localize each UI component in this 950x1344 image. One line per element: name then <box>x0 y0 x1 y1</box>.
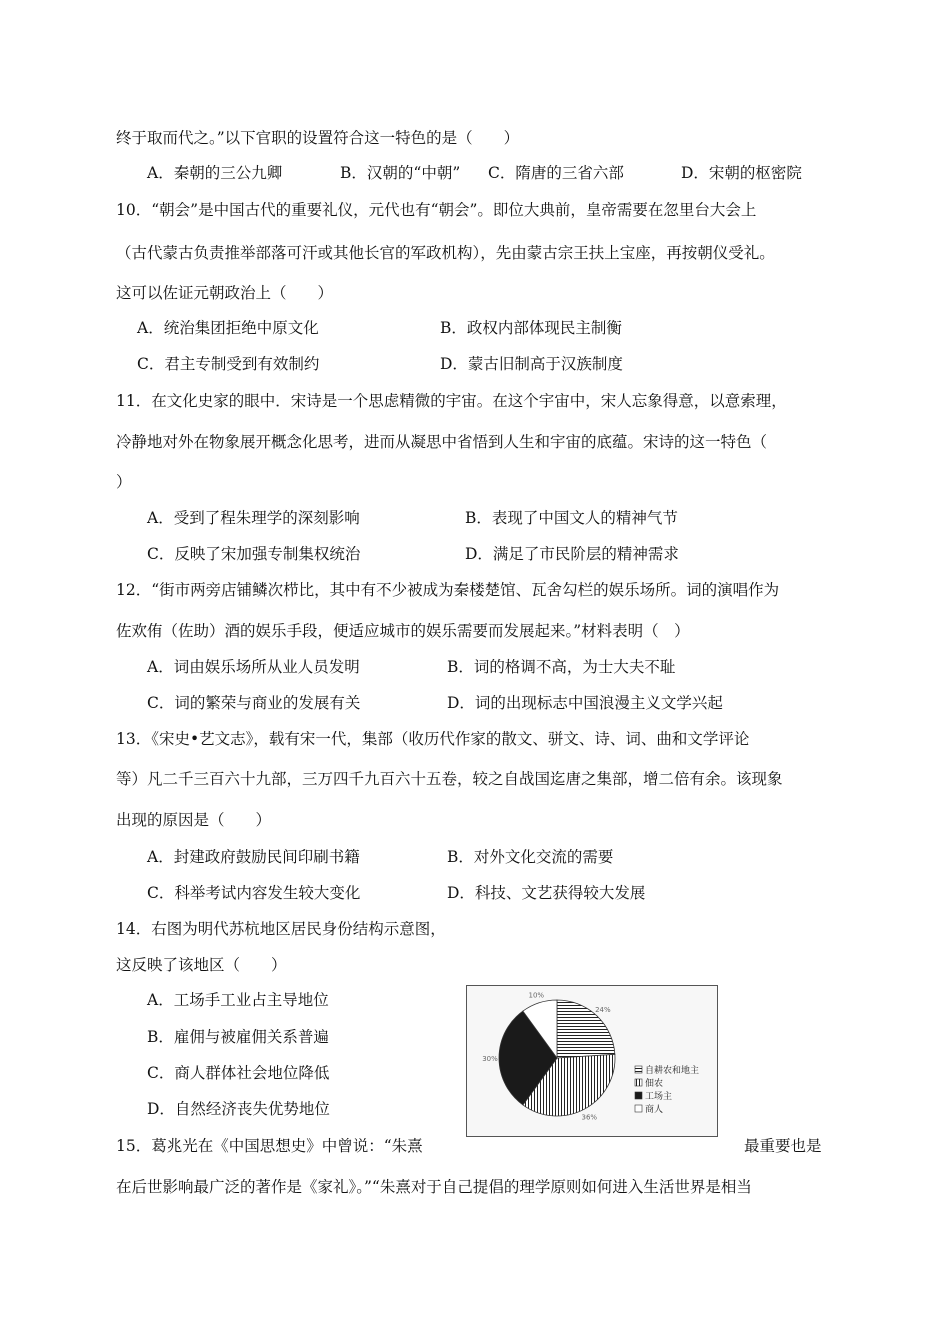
q15-stem-1a: 15．葛兆光在《中国思想史》中曾说：“朱熹 <box>116 1137 423 1155</box>
q10-stem-2: （古代蒙古负责推举部落可汗或其他长官的军政机构），先由蒙古宗王扶上宝座，再按朝仪受礼。 <box>116 244 775 262</box>
q12-option-c: C．词的繁荣与商业的发展有关 <box>147 694 361 712</box>
q9-stem-tail: 终于取而代之。”以下官职的设置符合这一特色的是（ ） <box>116 129 520 147</box>
pie-slice-label-0: 24% <box>595 1006 611 1015</box>
q13-option-d: D．科技、文艺获得较大发展 <box>447 884 646 902</box>
q13-stem-2: 等）凡二千三百六十九部，三万四千九百六十五卷，较之自战国迄唐之集部，增二倍有余。该现象 <box>116 770 783 788</box>
q14-option-d: D．自然经济丧失优势地位 <box>147 1100 330 1118</box>
legend-swatch-2 <box>635 1092 642 1099</box>
q9-option-d: D．宋朝的枢密院 <box>681 164 802 182</box>
q15-stem-2: 在后世影响最广泛的著作是《家礼》。”“朱熹对于自己提倡的理学原则如何进入生活世界是相当 <box>116 1178 752 1196</box>
q11-stem-3: ） <box>116 473 132 491</box>
q13-stem-1: 13．《宋史•艺文志》，载有宋一代，集部（收历代作家的散文、骈文、诗、词、曲和文学评论 <box>116 730 750 748</box>
q10-option-c: C．君主专制受到有效制约 <box>137 355 320 373</box>
q14-stem-2: 这反映了该地区（ ） <box>116 956 287 974</box>
pie-slice-label-1: 36% <box>581 1113 598 1122</box>
legend <box>635 1064 699 1115</box>
legend-swatch-3 <box>635 1105 642 1112</box>
q9-option-a: A．秦朝的三公九卿 <box>147 164 283 182</box>
pie-slice-label-2: 30% <box>482 1055 498 1063</box>
q14-option-b: B．雇佣与被雇佣关系普遍 <box>147 1028 329 1046</box>
q11-option-d: D．满足了市民阶层的精神需求 <box>465 545 679 563</box>
q10-stem-3: 这可以佐证元朝政治上（ ） <box>116 284 334 302</box>
legend-swatch-0 <box>635 1066 642 1073</box>
identity-structure-chart <box>466 985 718 1137</box>
q12-option-b: B．词的格调不高，为士大夫不耻 <box>447 658 676 676</box>
q11-stem-2: 冷静地对外在物象展开概念化思考，进而从凝思中省悟到人生和宇宙的底蕴。宋诗的这一特色（ <box>116 433 768 451</box>
q11-option-c: C．反映了宋加强专制集权统治 <box>147 545 361 563</box>
legend-swatch-1 <box>635 1079 642 1086</box>
q11-stem-1: 11．在文化史家的眼中．宋诗是一个思虑精微的宇宙。在这个宇宙中，宋人忘象得意，以意索理， <box>116 392 787 410</box>
q13-option-a: A．封建政府鼓励民间印刷书籍 <box>147 848 360 866</box>
q12-option-a: A．词由娱乐场所从业人员发明 <box>147 658 360 676</box>
pie-chart-svg <box>467 986 717 1136</box>
q13-stem-3: 出现的原因是（ ） <box>116 811 272 829</box>
q10-option-a: A．统治集团拒绝中原文化 <box>137 319 319 337</box>
q14-option-c: C．商人群体社会地位降低 <box>147 1064 330 1082</box>
q13-option-b: B．对外文化交流的需要 <box>447 848 614 866</box>
legend-label-0: 自耕农和地主 <box>645 1066 700 1076</box>
q12-stem-1: 12．“街市两旁店铺鳞次栉比，其中有不少被成为秦楼楚馆、瓦舍勾栏的娱乐场所。词的演唱作为 <box>116 581 780 599</box>
q10-option-d: D．蒙古旧制高于汉族制度 <box>440 355 623 373</box>
q9-option-b: B．汉朝的“中朝” <box>340 164 461 182</box>
q11-option-a: A．受到了程朱理学的深刻影响 <box>147 509 360 527</box>
q12-option-d: D．词的出现标志中国浪漫主义文学兴起 <box>447 694 723 712</box>
q10-stem-1: 10．“朝会”是中国古代的重要礼仪，元代也有“朝会”。即位大典前，皇帝需要在忽里台大会上 <box>116 201 757 219</box>
legend-label-1: 佃农 <box>645 1079 664 1089</box>
pie-group <box>482 991 615 1121</box>
pie-slice-label-3: 10% <box>528 991 545 1000</box>
q15-stem-1b: 最重要也是 <box>744 1137 822 1155</box>
q12-stem-2: 佐欢侑（佐助）酒的娱乐手段，便适应城市的娱乐需要而发展起来。”材料表明（ ） <box>116 622 690 640</box>
q14-stem-1: 14．右图为明代苏杭地区居民身份结构示意图， <box>116 920 446 938</box>
q11-option-b: B．表现了中国文人的精神气节 <box>465 509 678 527</box>
q9-option-c: C．隋唐的三省六部 <box>488 164 624 182</box>
legend-label-3: 商人 <box>645 1105 664 1115</box>
q10-option-b: B．政权内部体现民主制衡 <box>440 319 622 337</box>
q14-option-a: A．工场手工业占主导地位 <box>147 991 329 1009</box>
legend-label-2: 工场主 <box>645 1092 673 1102</box>
q13-option-c: C．科举考试内容发生较大变化 <box>147 884 361 902</box>
